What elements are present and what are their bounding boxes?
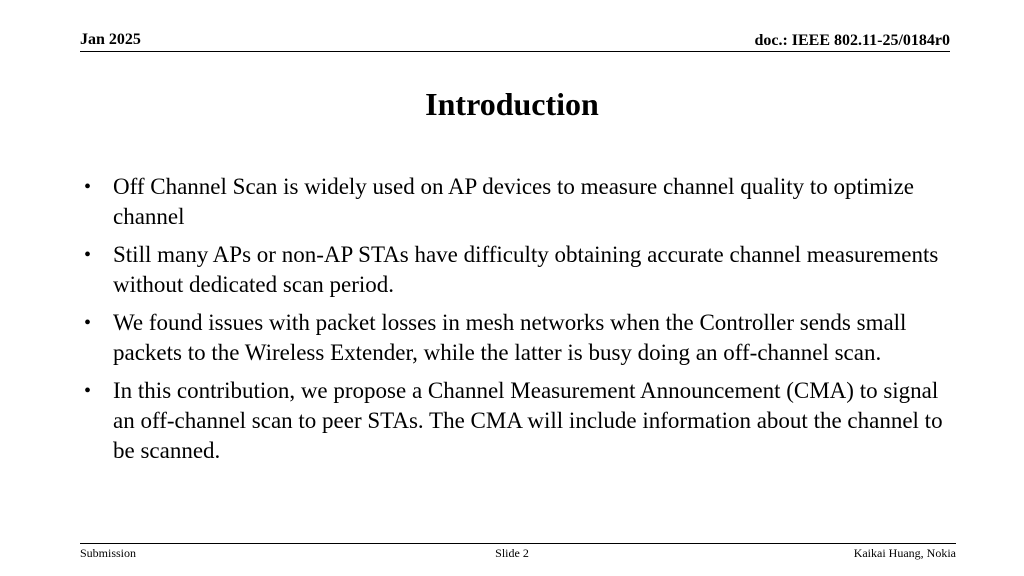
bullet-item xyxy=(80,172,950,232)
footer-divider xyxy=(80,543,956,544)
bullet-marker: • xyxy=(84,380,92,402)
footer-slide-number: Slide 2 xyxy=(495,546,529,560)
bullet-list xyxy=(80,172,950,474)
bullet-text: Still many APs or non-AP STAs have difficulty obtaining accurate channel measurements without dedicated scan period. xyxy=(113,242,939,297)
header-doc-id: doc.: IEEE 802.11-25/0184r0 xyxy=(754,32,950,49)
slide-title: Introduction xyxy=(425,86,599,122)
bullet-item xyxy=(80,240,950,300)
bullet-text: In this contribution, we propose a Channel Measurement Announcement (CMA) to signal an off-channel scan to peer STAs. The CMA will include information about the channel to be scanned. xyxy=(113,378,943,463)
bullet-item xyxy=(80,308,950,368)
bullet-marker: • xyxy=(84,176,92,198)
bullet-marker: • xyxy=(84,244,92,266)
header-divider xyxy=(80,51,950,52)
bullet-item xyxy=(80,376,950,466)
footer-submission: Submission xyxy=(80,546,137,560)
header-date: Jan 2025 xyxy=(80,31,141,48)
bullet-text: Off Channel Scan is widely used on AP devices to measure channel quality to optimize channel xyxy=(113,174,914,229)
bullet-text: We found issues with packet losses in mesh networks when the Controller sends small packets to the Wireless Extender, while the latter is busy doing an off-channel scan. xyxy=(113,310,907,365)
bullet-marker: • xyxy=(84,312,92,334)
footer-author: Kaikai Huang, Nokia xyxy=(853,546,956,560)
